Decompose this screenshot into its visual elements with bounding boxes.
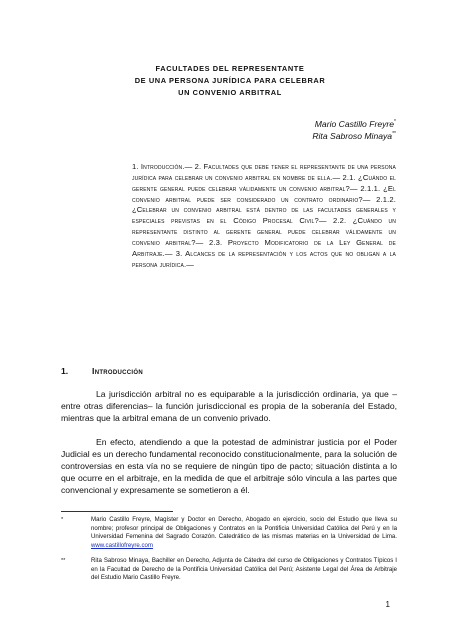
footnote-divider [61,511,173,512]
footnote-1-text: Mario Castillo Freyre, Magíster y Doctor en Derecho, Abogado en ejercicio, socio del Estudio que lleva su nombre; profesor principal de Obligaciones y Contratos en la Pontificia Universidad Católica del Perú y en la Universidad Femenina del Sagrado Corazón. Catedrático de las mismas materias en la Universidad de Lima. [91,516,397,541]
section-number: 1. [61,366,69,376]
author-2-mark: ** [392,131,396,138]
footnote-1-link[interactable]: www.castillofreyre.com [91,541,153,549]
footnote-2-text: Rita Sabroso Minaya, Bachiller en Derecho, Adjunta de Cátedra del curso de Obligaciones y Contratos Típicos I en la Facultad de Derecho de la Pontificia Universidad Católica del Perú; Asistente Legal del Área de Arbitraje del Estudio Mario Castillo Freyre. [91,557,397,582]
footnote-1 [61,516,397,550]
table-of-contents-summary: 1. Introducción.— 2. Facultades que debe tener el representante de una persona jurídica para celebrar un convenio arbitral en nombre de ella.— 2.1. ¿Cuándo el gerente general puede celebrar válidamente un convenio arbitral?— 2.1.1. ¿El convenio arbitral puede ser considerado un contrato ordinario?— 2.1.2. ¿Celebrar un convenio arbitral está dentro de las facultades generales y especiales previstas en el Código Procesal Civil?— 2.2. ¿Cuándo un representante distinto al gerente general puede celebrar válidamente un convenio arbitral?— 2.3. Proyecto Modificatorio de la Ley General de Arbitraje.— 3. Alcances de la representación y los actos que no obligan a la persona jurídica.— [132,162,396,269]
body-paragraph-2: En efecto, atendiendo a que la potestad de administrar justicia por el Poder Judicial es un derecho fundamental reconocido constitucionalmente, para la solución de controversias en esta vía no se requiere de ningún tipo de pacto; situación distinta a lo que ocurre en el arbitraje, en la medida de que el arbitraje sólo vincula a las partes que convencional y expresamente se sometieron a él. [61,437,397,495]
page-number: 1 [385,600,390,609]
title-line-1: FACULTADES DEL REPRESENTANTE [155,64,305,73]
footnote-2 [61,557,397,583]
author-1-name: Mario Castillo Freyre [314,119,395,129]
footnote-2-mark: ** [61,558,66,564]
author-1 [315,119,396,129]
body-paragraph-1: La jurisdicción arbitral no es equiparable a la jurisdicción ordinaria, ya que –entre otras diferencias– la función jurisdiccional es propia de la soberanía del Estado, mientras que la arbitral emana de un convenio privado. [61,389,397,423]
author-2-name: Rita Sabroso Minaya [312,131,393,141]
author-2 [312,131,396,141]
title-line-3: UN CONVENIO ARBITRAL [178,88,282,97]
title-line-2: DE UNA PERSONA JURÍDICA PARA CELEBRAR [134,76,326,85]
author-1-mark: * [394,119,396,126]
section-title: Introducción [92,366,143,376]
footnote-1-mark: * [61,517,64,523]
